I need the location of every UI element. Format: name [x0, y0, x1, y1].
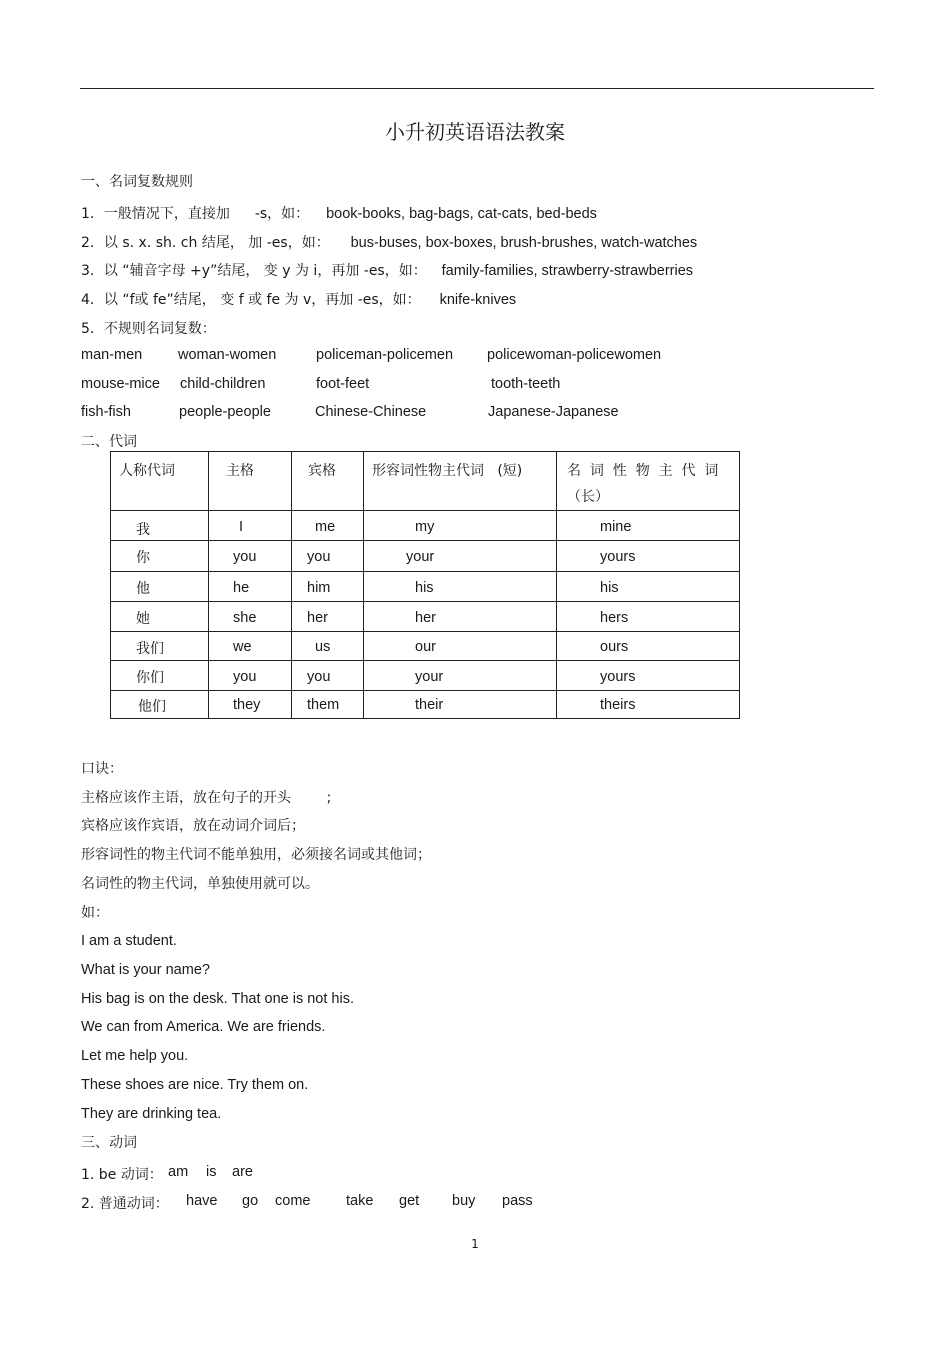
irregular-item: man-men	[81, 347, 143, 363]
table-row	[111, 572, 740, 602]
example-sentence: Let me help you.	[81, 1048, 189, 1064]
table-cell: his	[415, 580, 434, 596]
irregular-item: tooth-teeth	[491, 376, 561, 392]
table-cell: mine	[600, 519, 632, 535]
example-sentence: What is your name?	[81, 962, 210, 978]
common-verb-label: 2. 普通动词：	[81, 1196, 169, 1212]
table-cell: 我们	[136, 641, 164, 657]
table-cell: me	[315, 519, 336, 535]
common-verb: get	[399, 1193, 420, 1209]
be-verb: am	[168, 1164, 189, 1180]
table-row	[111, 661, 740, 691]
table-row	[111, 602, 740, 632]
common-verb: take	[346, 1193, 374, 1209]
irregular-item: policewoman-policewomen	[487, 347, 662, 363]
pronoun-table	[110, 451, 740, 719]
rule-2	[81, 232, 697, 252]
table-cell: she	[233, 610, 257, 626]
rule-1-examples: book-books, bag-bags, cat-cats, bed-beds	[326, 206, 597, 222]
rule-5	[81, 318, 216, 338]
mnemonic-line: 形容词性的物主代词不能单独用，必须接名词或其他词；	[81, 847, 431, 863]
table-cell: 我	[136, 522, 150, 538]
table-cell: yours	[600, 549, 636, 565]
common-verb: have	[186, 1193, 218, 1209]
header-rule	[80, 88, 874, 89]
table-cell: I	[239, 519, 244, 535]
table-cell: his	[600, 580, 619, 596]
table-row	[111, 511, 740, 541]
example-sentence: We can from America. We are friends.	[81, 1019, 326, 1035]
example-sentence: His bag is on the desk. That one is not his.	[81, 991, 354, 1007]
common-verb: go	[242, 1193, 259, 1209]
table-row	[111, 632, 740, 661]
rule-2-examples: bus-buses, box-boxes, brush-brushes, watch-watches	[350, 235, 698, 251]
rule-4-suffix: 变 f 或 fe 为 v，再加 -es，如：	[220, 292, 421, 308]
irregular-item: people-people	[179, 404, 271, 420]
common-verb: come	[275, 1193, 311, 1209]
table-cell: yours	[600, 669, 636, 685]
table-row	[111, 691, 740, 719]
rule-1-label: 1．一般情况下，直接加	[81, 206, 230, 222]
irregular-item: woman-women	[178, 347, 277, 363]
example-heading: 如：	[81, 905, 109, 921]
table-cell: 他	[136, 581, 150, 597]
table-cell: you	[233, 549, 257, 565]
table-cell: theirs	[600, 697, 636, 713]
table-cell: you	[233, 669, 257, 685]
header-cell: 形容词性物主代词 (短)	[372, 463, 523, 479]
mnemonic-line: 主格应该作主语，放在句子的开头 ;	[81, 790, 332, 806]
irregular-item: Japanese-Japanese	[488, 404, 619, 420]
rule-2-label: 2．以 s. x. sh. ch 结尾，	[81, 235, 244, 251]
rule-3-suffix: 变 y 为 i，再加 -es，如：	[263, 263, 427, 279]
example-sentence: These shoes are nice. Try them on.	[81, 1077, 309, 1093]
mnemonic-line: 名词性的物主代词，单独使用就可以。	[81, 876, 319, 892]
common-verb: pass	[502, 1193, 533, 1209]
header-cell: 人称代词	[119, 463, 175, 479]
irregular-item: mouse-mice	[81, 376, 160, 392]
header-cell: 宾格	[308, 463, 336, 479]
rule-2-suffix: 加 -es，如：	[248, 235, 330, 251]
rule-3	[81, 260, 693, 280]
rule-3-label: 3．以 “辅音字母 +y”结尾，	[81, 263, 260, 279]
header-cell: （长）	[567, 489, 609, 505]
rule-1-suffix: -s，如：	[254, 206, 310, 222]
table-cell: 你们	[136, 670, 164, 686]
table-cell: he	[233, 580, 250, 596]
rule-4-examples: knife-knives	[439, 292, 517, 308]
table-cell: you	[307, 669, 331, 685]
table-cell: 她	[136, 611, 150, 627]
example-sentence: I am a student.	[81, 933, 177, 949]
table-cell: they	[233, 697, 261, 713]
page-title: 小升初英语语法教案	[385, 120, 565, 144]
table-cell: them	[307, 697, 340, 713]
rule-5-label: 5．不规则名词复数：	[81, 321, 216, 337]
table-cell: 他们	[138, 699, 166, 715]
table-cell: my	[415, 519, 435, 535]
irregular-item: foot-feet	[316, 376, 370, 392]
table-row	[111, 541, 740, 572]
rule-3-examples: family-families, strawberry-strawberries	[441, 263, 694, 279]
mnemonic-heading: 口诀：	[81, 761, 123, 777]
table-cell: ours	[600, 639, 629, 655]
header-cell: 名 词 性 物 主 代 词	[567, 463, 719, 479]
section2-heading: 二、代词	[81, 434, 137, 450]
table-cell: you	[307, 549, 331, 565]
irregular-item: Chinese-Chinese	[315, 404, 427, 420]
common-verb: buy	[452, 1193, 476, 1209]
table-cell: your	[415, 669, 444, 685]
page-number: 1	[471, 1237, 479, 1251]
table-cell: our	[415, 639, 436, 655]
section1-heading: 一、名词复数规则	[81, 174, 193, 190]
table-header-row	[111, 452, 740, 511]
rule-4	[81, 289, 516, 309]
section3-heading: 三、动词	[81, 1135, 137, 1151]
be-verb-label: 1. be 动词：	[81, 1167, 163, 1183]
table-cell: we	[233, 639, 252, 655]
table-cell: us	[315, 639, 331, 655]
table-cell: her	[307, 610, 328, 626]
table-cell: hers	[600, 610, 629, 626]
be-verb: is	[206, 1164, 217, 1180]
irregular-item: child-children	[180, 376, 266, 392]
table-cell: her	[415, 610, 436, 626]
table-cell: their	[415, 697, 444, 713]
example-sentence: They are drinking tea.	[81, 1106, 222, 1122]
irregular-item: policeman-policemen	[316, 347, 454, 363]
rule-4-label: 4．以 “f或 fe”结尾，	[81, 292, 216, 308]
irregular-item: fish-fish	[81, 404, 131, 420]
table-cell: him	[307, 580, 331, 596]
table-cell: 你	[136, 550, 150, 566]
rule-1	[81, 203, 597, 223]
mnemonic-line: 宾格应该作宾语，放在动词介词后；	[81, 818, 305, 834]
be-verb: are	[232, 1164, 253, 1180]
table-cell: your	[406, 549, 435, 565]
header-cell: 主格	[226, 463, 254, 479]
